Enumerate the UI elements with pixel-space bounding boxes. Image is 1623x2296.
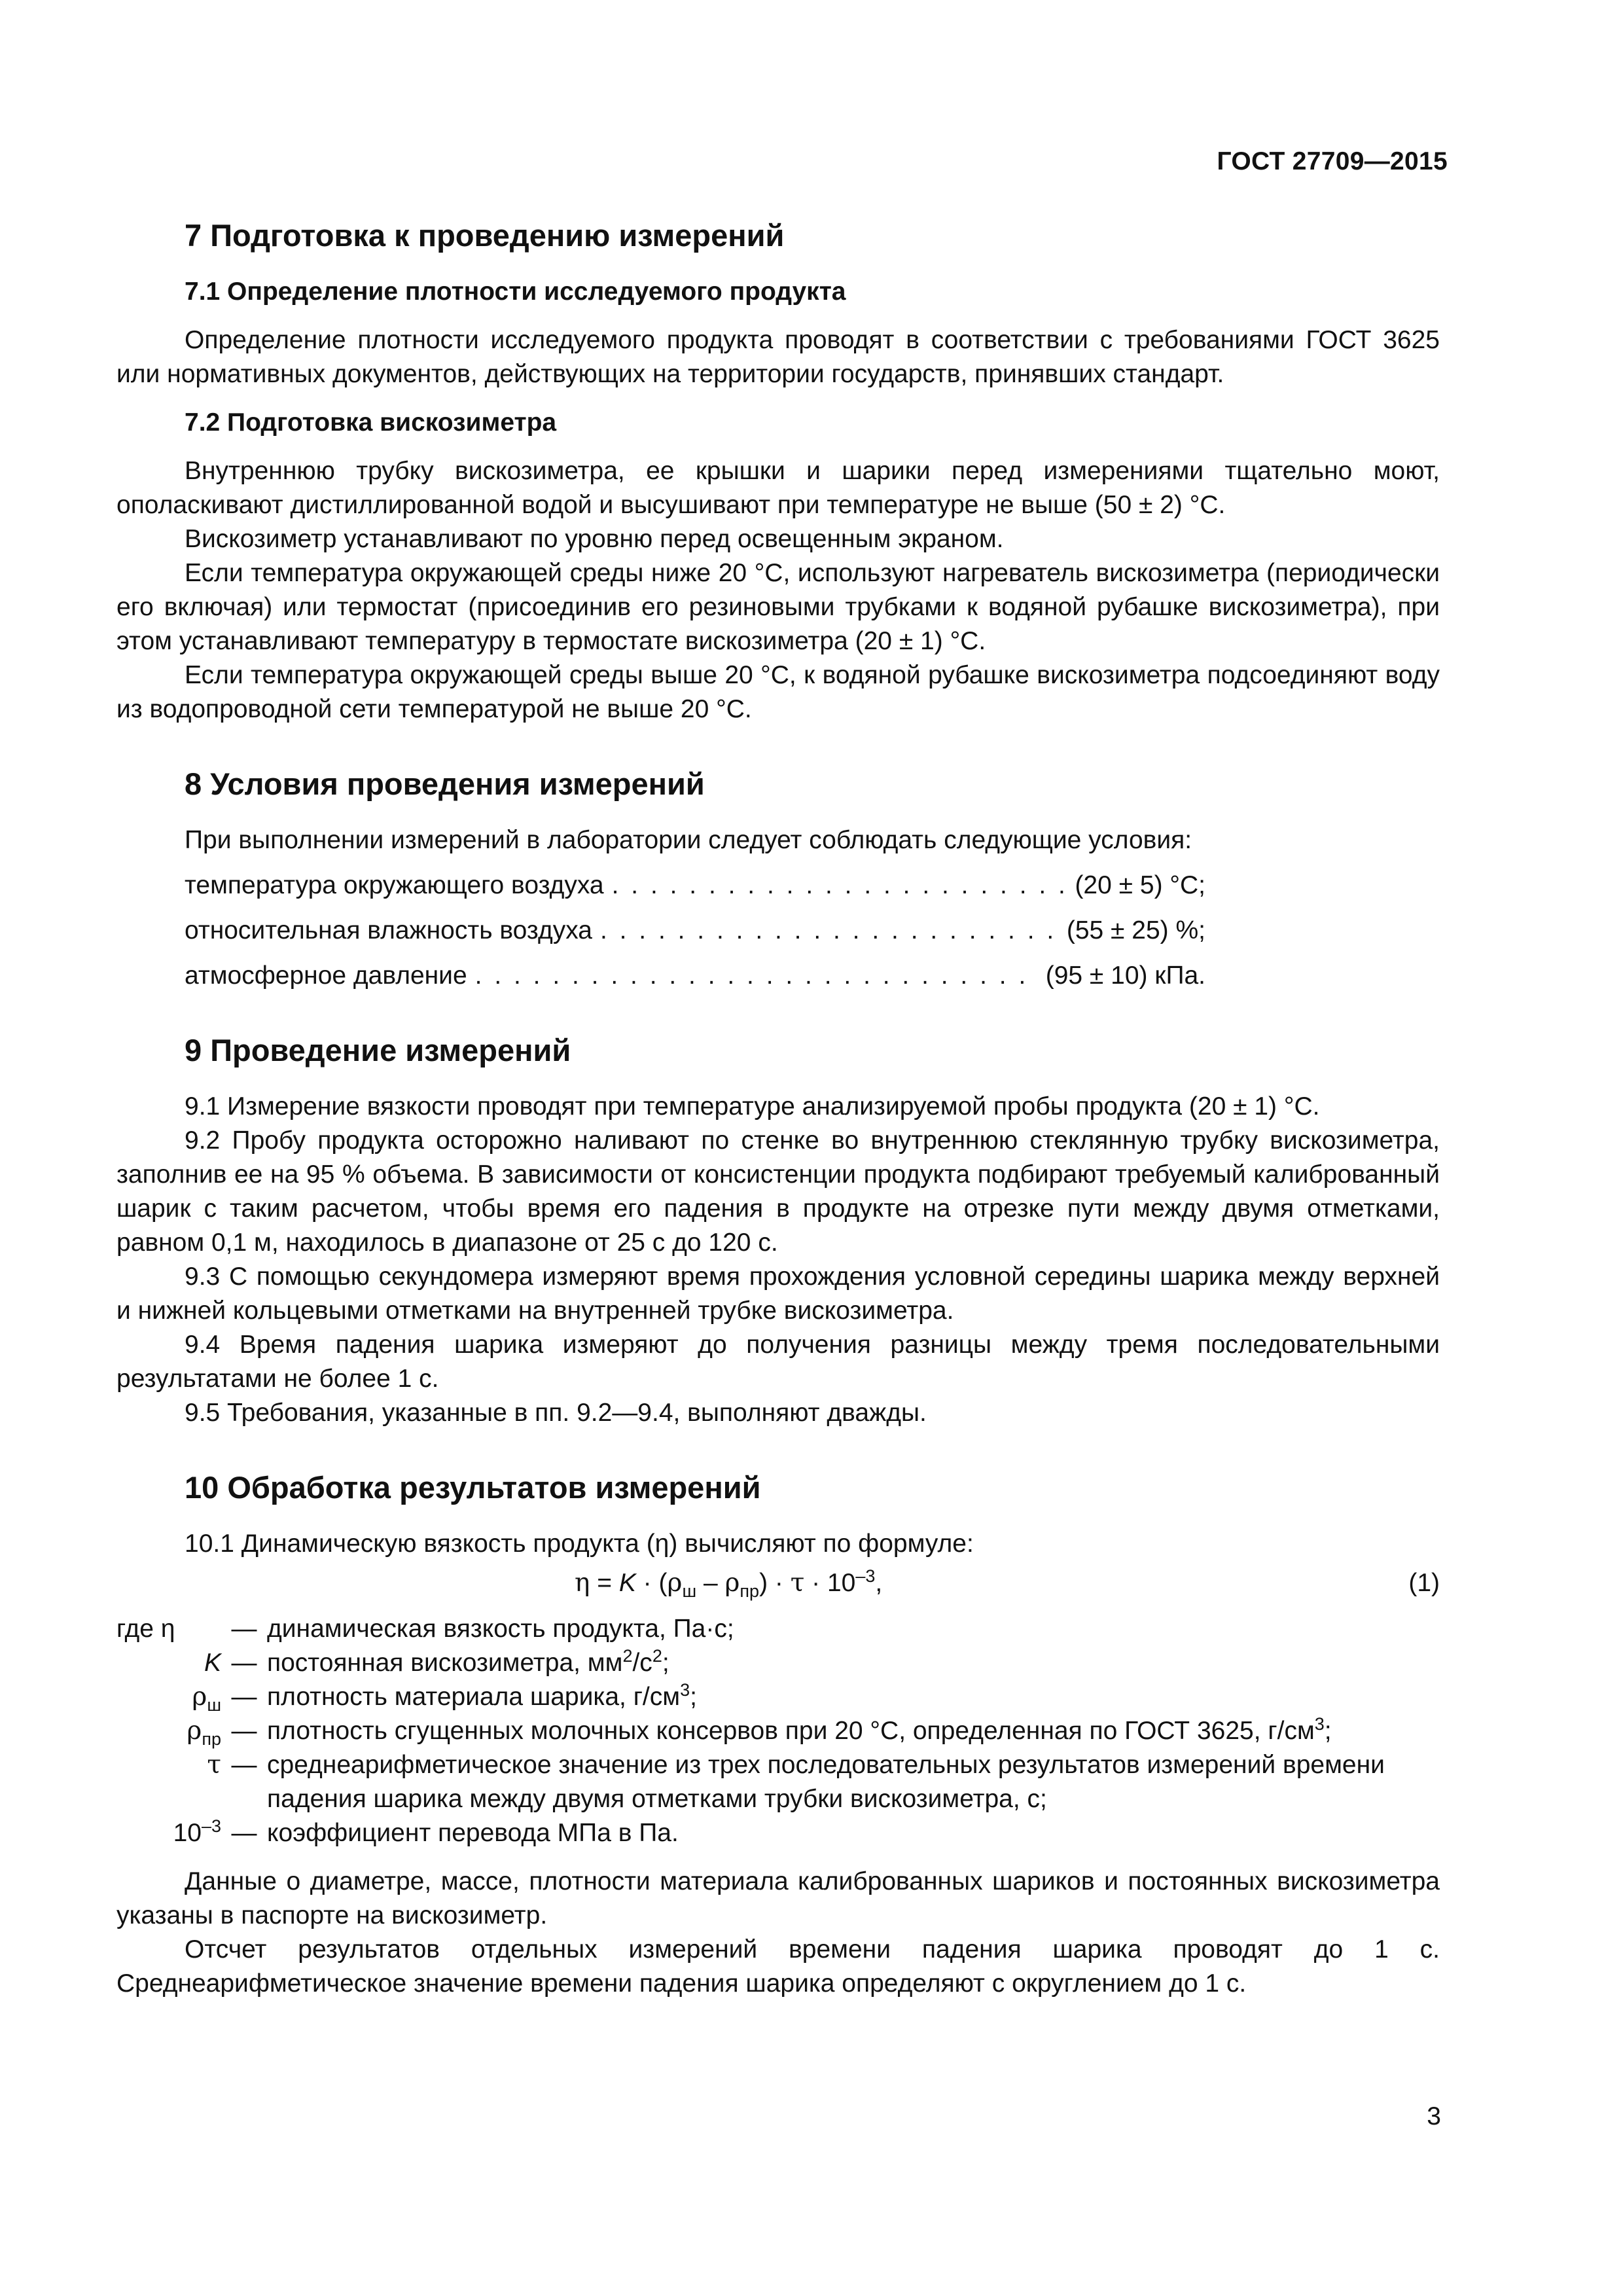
legend-row — [116, 1816, 1440, 1850]
condition-row — [116, 869, 1205, 903]
condition-value: (95 ± 10) кПа. — [1045, 961, 1205, 990]
formula-legend — [116, 1612, 1440, 1850]
condition-label: относительная влажность воздуха — [185, 916, 592, 944]
legend-symbol: где η — [116, 1615, 175, 1643]
legend-row — [116, 1612, 1440, 1646]
leader-dots — [600, 914, 1059, 948]
legend-text: плотность сгущенных молочных консервов при 20 °С, определенная по ГОСТ 3625, $г/см^3$; — [267, 1714, 1332, 1745]
legend-symbol: $10^{-3}$ — [173, 1816, 221, 1847]
section-7-1-text: Определение плотности исследуемого продукта проводят в соответствии с требованиями ГОСТ 3625 или нормативных документов, действующих на территории государств, принявших стандарт. — [116, 326, 1440, 388]
section-7-2-para-4: Если температура окружающей среды выше 20 °С, к водяной рубашке вискозиметра подсоединяют воду из водопроводной сети температурой не выше 20 °С. — [116, 661, 1440, 723]
section-7-1-title: 7.1 Определение плотности исследуемого продукта — [185, 278, 846, 306]
condition-value: (55 ± 25) %; — [1066, 916, 1205, 944]
leader-dots — [612, 869, 1067, 903]
section-8-title: 8 Условия проведения измерений — [185, 766, 705, 801]
section-9-1-text: 9.1 Измерение вязкости проводят при температуре анализируемой пробы продукта (20 ± 1) °С. — [185, 1092, 1320, 1121]
legend-symbol: $\rho_ш$ — [192, 1682, 221, 1715]
condition-label: атмосферное давление — [185, 961, 467, 990]
condition-label: температура окружающего воздуха — [185, 871, 604, 899]
legend-dash: — — [231, 1819, 257, 1847]
legend-dash: — — [231, 1717, 257, 1745]
section-7-2-title: 7.2 Подготовка вискозиметра — [185, 408, 557, 437]
legend-text: динамическая вязкость продукта, Па·с; — [267, 1615, 734, 1643]
page-content — [116, 216, 1440, 2001]
page-number: 3 — [1427, 2102, 1441, 2130]
section-7-2-para-1: Внутреннюю трубку вискозиметра, ее крышки и шарики перед измерениями тщательно моют, ополаскивают дистиллированной водой и высушивают при температуре не выше (50 ± 2) °С. — [116, 457, 1440, 519]
legend-symbol: $\rho_{пр}$ — [187, 1716, 221, 1749]
section-9-2-text: 9.2 Пробу продукта осторожно наливают по стенке во внутреннюю стеклянную трубку вискозиметра, заполнив ее на 95 % объема. В зависимости от консистенции продукта подбирают требуемый калиброванный шарик с таким расчетом, чтобы время его падения в продукте на отрезке пути между двумя отметками, равном 0,1 м, находилось в диапазоне от 25 с до 120 с. — [116, 1126, 1440, 1257]
condition-row — [116, 914, 1205, 948]
section-10-1-text: 10.1 Динамическую вязкость продукта (η) вычисляют по формуле: — [185, 1530, 974, 1558]
section-10-para-2: Данные о диаметре, массе, плотности материала калиброванных шариков и постоянных вискозиметра указаны в паспорте на вискозиметр. — [116, 1867, 1440, 1929]
section-7-title: 7 Подготовка к проведению измерений — [185, 218, 785, 253]
legend-row — [116, 1714, 1440, 1748]
formula-number: (1) — [1408, 1569, 1440, 1597]
legend-text: постоянная вискозиметра, $мм^2/с^2$; — [267, 1646, 669, 1677]
section-7-2-para-2: Вискозиметр устанавливают по уровню перед освещенным экраном. — [185, 525, 1004, 553]
section-9-4-text: 9.4 Время падения шарика измеряют до получения разницы между тремя последовательными результатами не более 1 с. — [116, 1331, 1440, 1393]
legend-dash: — — [231, 1615, 257, 1643]
legend-text: плотность материала шарика, $г/см^3$; — [267, 1680, 697, 1711]
legend-text: коэффициент перевода МПа в Па. — [267, 1819, 679, 1847]
section-9-title: 9 Проведение измерений — [185, 1033, 571, 1067]
viscosity-formula: $\eta = K \cdot (\rho_ш - \rho_{пр}) \cdot \tau \cdot 10^{-3}$, — [575, 1566, 883, 1601]
legend-text: среднеарифметическое значение из трех последовательных результатов измерений времени падения шарика между двумя отметками трубки вискозиметра, с; — [267, 1751, 1385, 1813]
legend-row — [116, 1680, 1440, 1714]
leader-dots — [475, 959, 1038, 993]
condition-row — [116, 959, 1205, 993]
section-10-title: 10 Обработка результатов измерений — [185, 1470, 761, 1505]
conditions-intro: При выполнении измерений в лаборатории следует соблюдать следующие условия: — [185, 826, 1192, 854]
condition-value: (20 ± 5) °С; — [1075, 871, 1205, 899]
standard-number: ГОСТ 27709—2015 — [1217, 147, 1448, 175]
legend-dash: — — [231, 1751, 257, 1779]
legend-row — [116, 1646, 1440, 1680]
section-9-3-text: 9.3 С помощью секундомера измеряют время прохождения условной середины шарика между верхней и нижней кольцевыми отметками на внутренней трубке вискозиметра. — [116, 1263, 1440, 1325]
legend-row — [116, 1748, 1440, 1816]
legend-symbol: K — [204, 1649, 221, 1677]
section-7-2-para-3: Если температура окружающей среды ниже 20 °С, используют нагреватель вискозиметра (периодически его включая) или термостат (присоединив его резиновыми трубками к водяной рубашке вискозиметра), при этом устанавливают температуру в термостате вискозиметра (20 ± 1) °С. — [116, 559, 1440, 655]
legend-dash: — — [231, 1649, 257, 1677]
legend-symbol: τ — [207, 1750, 221, 1780]
legend-dash: — — [231, 1683, 257, 1711]
formula-row — [116, 1566, 1440, 1605]
section-9-5-text: 9.5 Требования, указанные в пп. 9.2—9.4, выполняют дважды. — [185, 1399, 927, 1427]
section-10-para-3: Отсчет результатов отдельных измерений времени падения шарика проводят до 1 с. Среднеарифметическое значение времени падения шарика определяют с округлением до 1 с. — [116, 1935, 1440, 1998]
